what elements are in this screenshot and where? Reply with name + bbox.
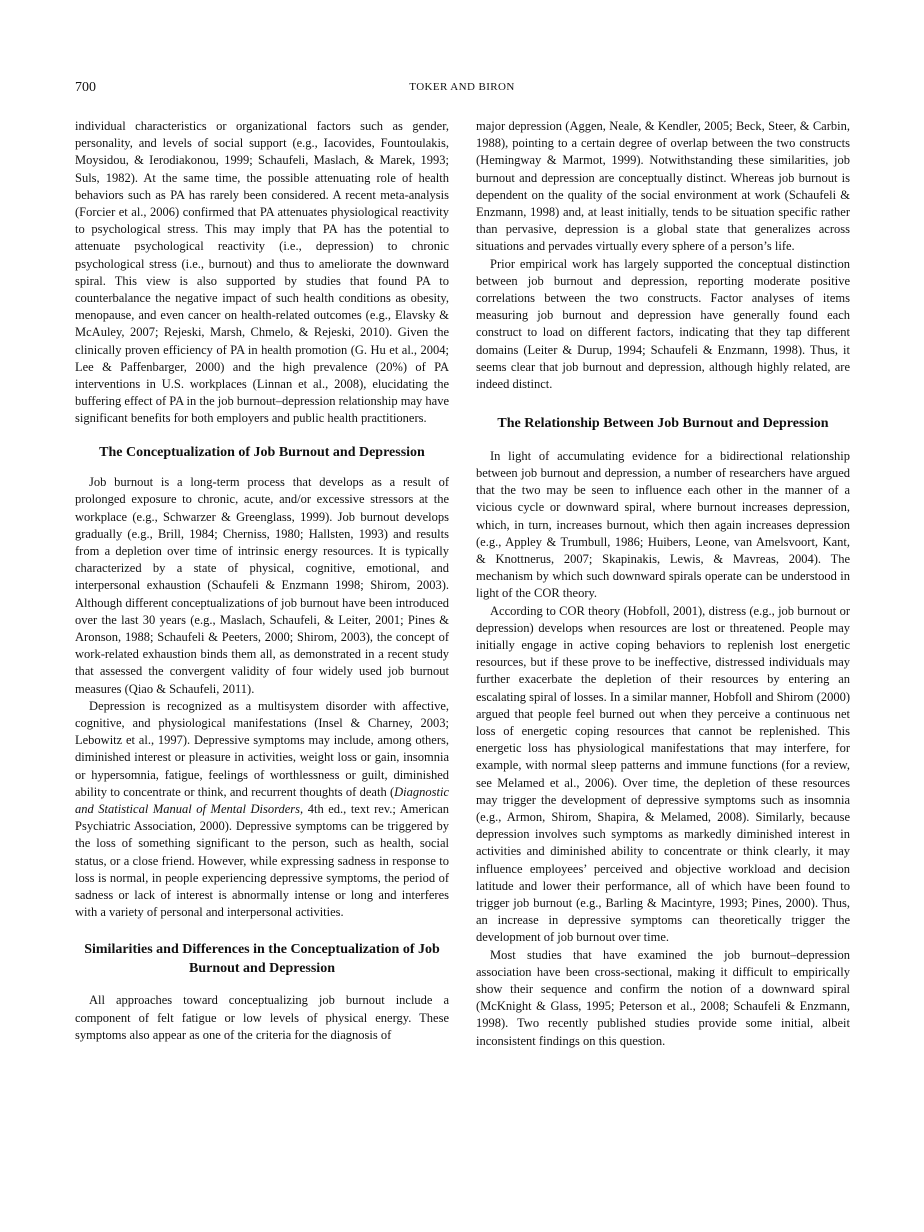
paragraph-text: Depression is recognized as a multisystem disorder with affective, cognitive, and physiological manifestations (Insel & Charney, 2003; Lebowitz et al., 1997). Depressive symptoms may include, among others, diminished interest or pleasure in activities, weight loss or gain, insomnia or hypersomnia, fatigue, feelings of worthlessness or guilt, diminished ability to concentrate or think, and recurrent thoughts of death ( [75, 698, 449, 799]
paragraph: All approaches toward conceptualizing job burnout include a component of felt fatigue or low levels of physical energy. These symptoms also appear as one of the criteria for the diagnosis of [75, 993, 449, 1042]
paragraph: In light of accumulating evidence for a bidirectional relationship between job burnout and depression, a number of researchers have argued that the two may be seen to influence each other in the manner of a vicious cycle or downward spiral, where burnout increases depression, which, in turn, increases burnout, which then again increases depression (e.g., Appley & Trumbull, 1986; Huibers, Leone, van Amelsvoort, Kant, & Knottnerus, 2007; Skapinakis, Lewis, & Mavreas, 2004). The mechanism by which such downward spirals operate can be understood in light of the COR theory. [476, 448, 850, 601]
paragraph-text: 4th ed., text rev.; American Psychiatric Association, 2000). Depressive symptoms can be triggered by the loss of something significant to the person, such as health, social status, or a close friend. However, while expressing sadness in response to loss is normal, in people experiencing depressive symptoms, the period of sadness or lack of interest is abnormally intense or long and interferes with a variety of personal and interpersonal activities. [75, 802, 450, 920]
running-head: TOKER AND BIRON [409, 81, 515, 93]
section-heading: The Relationship Between Job Burnout and Depression [497, 416, 829, 432]
left-column [75, 118, 449, 1044]
paragraph: Job burnout is a long-term process that develops as a result of prolonged exposure to chronic, acute, and/or excessive stressors at the workplace (e.g., Schwarzer & Greenglass, 1999). Job burnout develops gradually (e.g., Brill, 1984; Cherniss, 1980; Hallsten, 1993) and results from a depletion over time of intrinsic energy resources. It is typically characterized by a state of physical, cognitive, emotional, and interpersonal exhaustion (Schaufeli & Enzmann 1998; Shirom, 2003). Although different conceptualizations of job burnout have been introduced over the last 30 years (e.g., Maslach, Schaufeli, & Leiter, 2001; Pines & Aronson, 1988; Schaufeli & Peeters, 2000; Shirom, 2003), the concept of work-related exhaustion binds them all, as demonstrated in a recent study that assessed the convergent validity of four widely used job burnout measures (Qiao & Schaufeli, 2011). [75, 475, 449, 696]
page-number: 700 [75, 80, 96, 95]
section-heading: The Conceptualization of Job Burnout and Depression [99, 444, 425, 460]
paragraph: According to COR theory (Hobfoll, 2001), distress (e.g., job burnout or depression) develops when resources are lost or threatened. People may initially engage in active coping behaviors to replenish lost energetic resources, but if these prove to be ineffective, distressed individuals may further exacerbate the depletion of their resources by entering an escalating spiral of losses. In a similar manner, Hobfoll and Shirom (2000) argued that people feel burned out when they perceive a continuous net loss of energetic coping resources that cannot be replenished. This energetic loss has physiological manifestations that may interfere, for example, with normal sleep patterns and immune functions (for a review, see Melamed et al., 2006). Over time, the depletion of these resources may trigger the development of depressive symptoms such as insomnia (e.g., Armon, Shirom, Shapira, & Melamed, 2008). Similarly, because depression involves such symptoms as markedly diminished interest in activities and diminished ability to concentrate or think clearly, it may influence employees’ perceived and objective workload and decision latitude and lower their performance, all of which have been found to trigger job burnout (e.g., Barling & Macintyre, 1993; Pines, 2000). Thus, an increase in depressive symptoms can theoretically trigger the development of job burnout over time. [476, 603, 850, 945]
paragraph: Most studies that have examined the job burnout–depression association have been cross-sectional, making it difficult to empirically show their sequence and confirm the notion of a downward spiral (McKnight & Glass, 1995; Peterson et al., 2008; Schaufeli & Enzmann, 1998). Two recently published studies provide some initial, albeit inconsistent findings on this question. [476, 947, 850, 1048]
paragraph: major depression (Aggen, Neale, & Kendler, 2005; Beck, Steer, & Carbin, 1988), pointing to a certain degree of overlap between the two constructs (Hemingway & Marmot, 1999). Notwithstanding these similarities, job burnout and depression are conceptually distinct. Whereas job burnout is dependent on the quality of the social environment at work (Schaufeli & Enzmann, 1998) and, at least initially, tends to be situation specific rather than pervasive, depression is a global state that generalizes across situations and pervades virtually every sphere of a person’s life. [476, 119, 850, 254]
paragraph: Prior empirical work has largely supported the conceptual distinction between job burnout and depression, reporting moderate positive correlations between the two constructs. Factor analyses of items measuring job burnout and depression have generally found each construct to load on different factors, indicating that they tap different domains (Leiter & Durup, 1994; Schaufeli & Enzmann, 1998). Thus, it seems clear that job burnout and depression, although highly related, are indeed distinct. [476, 256, 850, 392]
right-column [476, 118, 850, 1050]
paragraph: individual characteristics or organizational factors such as gender, personality, and levels of social support (e.g., Iacovides, Fountoulakis, Moysidou, & Ierodiakonou, 1999; Schaufeli, Maslach, & Marek, 1993; Suls, 1982). At the same time, the possible attenuating role of health behaviors such as PA has rarely been considered. A recent meta-analysis (Forcier et al., 2006) confirmed that PA attenuates physiological reactivity to psychological stress. This may imply that PA has the potential to attenuate psychological reactivity (i.e., depression) to chronic psychological stress (i.e., burnout) and thus to ameliorate the downward spiral. This view is also supported by studies that found PA to counterbalance the negative impact of such health conditions as obesity, menopause, and even cancer on health-related outcomes (e.g., Elavsky & McAuley, 2007; Rejeski, Marsh, Chmelo, & Rejeski, 2010). Given the clinically proven efficiency of PA in health promotion (G. Hu et al., 2004; Lee & Paffenbarger, 2000) and the high prevalence (20%) of PA interventions in U.S. workplaces (Linnan et al., 2008), elucidating the buffering effect of PA in the job burnout–depression relationship may have significant benefits for both employers and public health practitioners. [75, 119, 449, 426]
section-heading: Similarities and Differences in the Conceptualization of Job Burnout and Depression [84, 942, 440, 976]
paragraph [75, 698, 449, 922]
italic-title: Diagnostic and Statistical Manual of Mental Disorders, [75, 784, 449, 817]
